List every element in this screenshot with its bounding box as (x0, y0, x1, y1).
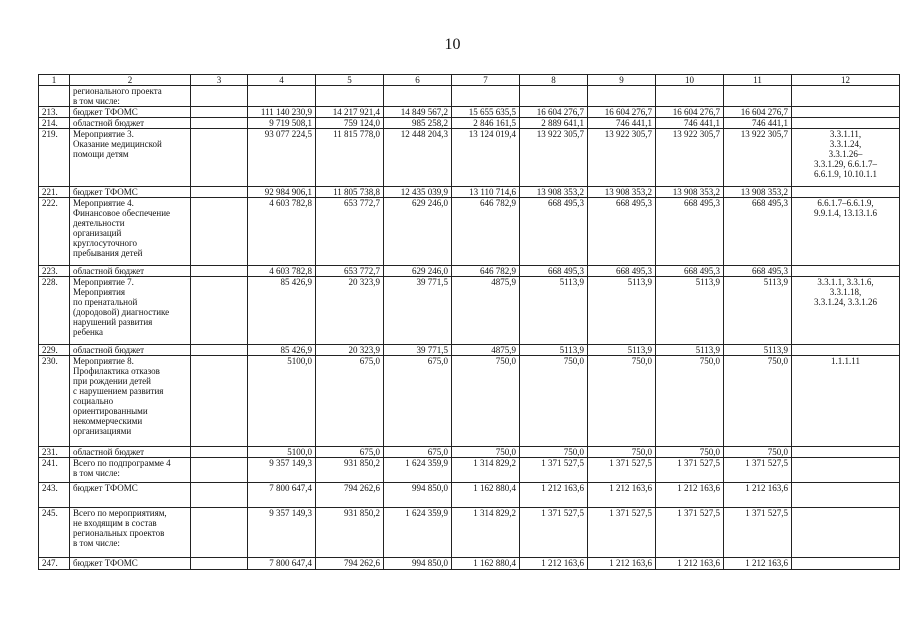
row-code (191, 483, 248, 508)
column-header: 3 (191, 75, 248, 86)
table-row (39, 86, 900, 107)
value-cell (656, 86, 724, 107)
value-cell: 85 426,9 (248, 277, 316, 345)
value-cell: 12 448 204,3 (384, 129, 452, 187)
value-cell: 646 782,9 (452, 198, 520, 266)
value-cell: 750,0 (656, 356, 724, 447)
value-cell (724, 86, 792, 107)
value-cell: 750,0 (520, 447, 588, 458)
value-cell: 4 603 782,8 (248, 198, 316, 266)
value-cell: 1 371 527,5 (520, 458, 588, 483)
row-indicators (792, 266, 900, 277)
value-cell: 14 217 921,4 (316, 107, 384, 118)
page-number: 10 (444, 36, 461, 53)
value-cell: 668 495,3 (520, 198, 588, 266)
value-cell (384, 86, 452, 107)
value-cell: 1 371 527,5 (588, 508, 656, 558)
row-index: 222. (39, 198, 70, 266)
value-cell: 750,0 (724, 447, 792, 458)
row-code (191, 107, 248, 118)
table-row (39, 266, 900, 277)
row-index: 228. (39, 277, 70, 345)
row-code (191, 345, 248, 356)
row-indicators: 3.3.1.1, 3.3.1.6, 3.3.1.18, 3.3.1.24, 3.3.1.26 (792, 277, 900, 345)
value-cell: 92 984 906,1 (248, 187, 316, 198)
row-name: бюджет ТФОМС (70, 483, 191, 508)
value-cell: 7 800 647,4 (248, 558, 316, 570)
value-cell: 1 371 527,5 (656, 458, 724, 483)
value-cell: 20 323,9 (316, 345, 384, 356)
row-index: 243. (39, 483, 70, 508)
row-indicators (792, 508, 900, 558)
value-cell: 5113,9 (656, 277, 724, 345)
value-cell: 4 603 782,8 (248, 266, 316, 277)
value-cell: 7 800 647,4 (248, 483, 316, 508)
value-cell: 1 212 163,6 (588, 483, 656, 508)
row-index: 213. (39, 107, 70, 118)
row-index: 221. (39, 187, 70, 198)
column-header: 8 (520, 75, 588, 86)
table-row (39, 187, 900, 198)
value-cell: 12 435 039,9 (384, 187, 452, 198)
row-index: 219. (39, 129, 70, 187)
table-row (39, 118, 900, 129)
row-index (39, 86, 70, 107)
value-cell: 9 719 508,1 (248, 118, 316, 129)
value-cell: 16 604 276,7 (724, 107, 792, 118)
value-cell: 13 908 353,2 (724, 187, 792, 198)
table-row (39, 447, 900, 458)
value-cell: 1 162 880,4 (452, 483, 520, 508)
row-index: 214. (39, 118, 70, 129)
row-name: областной бюджет (70, 118, 191, 129)
value-cell: 5100,0 (248, 356, 316, 447)
row-indicators (792, 558, 900, 570)
column-header: 12 (792, 75, 900, 86)
value-cell (520, 86, 588, 107)
value-cell: 1 212 163,6 (724, 558, 792, 570)
row-index: 231. (39, 447, 70, 458)
value-cell: 85 426,9 (248, 345, 316, 356)
row-name: Всего по подпрограмме 4 в том числе: (70, 458, 191, 483)
value-cell: 16 604 276,7 (656, 107, 724, 118)
column-header: 4 (248, 75, 316, 86)
row-code (191, 198, 248, 266)
row-indicators (792, 107, 900, 118)
row-code (191, 558, 248, 570)
table-row (39, 198, 900, 266)
row-code (191, 277, 248, 345)
value-cell: 629 246,0 (384, 266, 452, 277)
value-cell: 2 889 641,1 (520, 118, 588, 129)
value-cell: 1 212 163,6 (724, 483, 792, 508)
value-cell: 1 314 829,2 (452, 508, 520, 558)
value-cell: 111 140 230,9 (248, 107, 316, 118)
budget-table (38, 74, 900, 570)
value-cell: 39 771,5 (384, 345, 452, 356)
value-cell: 11 815 778,0 (316, 129, 384, 187)
row-name: Мероприятие 7. Мероприятия по пренатальной (дородовой) диагностике нарушений развития ребенка (70, 277, 191, 345)
value-cell: 931 850,2 (316, 458, 384, 483)
value-cell: 15 655 635,5 (452, 107, 520, 118)
row-code (191, 508, 248, 558)
row-code (191, 447, 248, 458)
value-cell: 794 262,6 (316, 558, 384, 570)
value-cell: 20 323,9 (316, 277, 384, 345)
row-indicators (792, 447, 900, 458)
value-cell: 668 495,3 (588, 198, 656, 266)
value-cell: 746 441,1 (656, 118, 724, 129)
row-index: 230. (39, 356, 70, 447)
row-code (191, 187, 248, 198)
row-indicators (792, 458, 900, 483)
value-cell: 1 314 829,2 (452, 458, 520, 483)
table-row (39, 558, 900, 570)
row-name: Мероприятие 4. Финансовое обеспечение деятельности организаций круглосуточного пребывания детей (70, 198, 191, 266)
value-cell: 750,0 (724, 356, 792, 447)
value-cell: 794 262,6 (316, 483, 384, 508)
value-cell (588, 86, 656, 107)
value-cell: 4875,9 (452, 345, 520, 356)
value-cell: 668 495,3 (656, 266, 724, 277)
value-cell: 668 495,3 (724, 266, 792, 277)
value-cell: 39 771,5 (384, 277, 452, 345)
value-cell: 750,0 (520, 356, 588, 447)
value-cell: 668 495,3 (724, 198, 792, 266)
value-cell: 746 441,1 (588, 118, 656, 129)
column-header: 7 (452, 75, 520, 86)
row-code (191, 266, 248, 277)
row-name: областной бюджет (70, 447, 191, 458)
row-indicators (792, 86, 900, 107)
value-cell: 1 624 359,9 (384, 458, 452, 483)
row-indicators (792, 345, 900, 356)
value-cell: 93 077 224,5 (248, 129, 316, 187)
row-code (191, 129, 248, 187)
table-row (39, 107, 900, 118)
row-name: Всего по мероприятиям, не входящим в состав региональных проектов в том числе: (70, 508, 191, 558)
row-index: 229. (39, 345, 70, 356)
column-header: 10 (656, 75, 724, 86)
column-header: 1 (39, 75, 70, 86)
value-cell: 1 371 527,5 (520, 508, 588, 558)
value-cell: 646 782,9 (452, 266, 520, 277)
row-name: областной бюджет (70, 345, 191, 356)
row-indicators (792, 483, 900, 508)
table-row (39, 345, 900, 356)
table-row (39, 277, 900, 345)
value-cell: 750,0 (452, 447, 520, 458)
row-indicators (792, 187, 900, 198)
value-cell: 1 371 527,5 (724, 508, 792, 558)
value-cell: 5113,9 (520, 345, 588, 356)
value-cell: 13 922 305,7 (588, 129, 656, 187)
value-cell: 994 850,0 (384, 483, 452, 508)
value-cell: 1 212 163,6 (520, 558, 588, 570)
row-name: Мероприятие 8. Профилактика отказов при рождении детей с нарушением развития социально ориентированными некоммерческими организациями (70, 356, 191, 447)
value-cell: 668 495,3 (520, 266, 588, 277)
column-header: 5 (316, 75, 384, 86)
value-cell: 5113,9 (520, 277, 588, 345)
value-cell: 668 495,3 (656, 198, 724, 266)
value-cell (248, 86, 316, 107)
value-cell: 1 371 527,5 (656, 508, 724, 558)
value-cell: 750,0 (588, 447, 656, 458)
value-cell: 994 850,0 (384, 558, 452, 570)
value-cell: 675,0 (316, 356, 384, 447)
row-name: бюджет ТФОМС (70, 558, 191, 570)
value-cell: 675,0 (384, 447, 452, 458)
row-indicators: 1.1.1.11 (792, 356, 900, 447)
row-code (191, 86, 248, 107)
value-cell: 675,0 (316, 447, 384, 458)
value-cell: 5113,9 (724, 345, 792, 356)
value-cell: 11 805 738,8 (316, 187, 384, 198)
value-cell: 5113,9 (656, 345, 724, 356)
value-cell: 750,0 (656, 447, 724, 458)
value-cell: 13 922 305,7 (656, 129, 724, 187)
row-indicators: 6.6.1.7–6.6.1.9, 9.9.1.4, 13.13.1.6 (792, 198, 900, 266)
value-cell: 5113,9 (588, 277, 656, 345)
column-header: 6 (384, 75, 452, 86)
value-cell: 1 624 359,9 (384, 508, 452, 558)
value-cell: 13 922 305,7 (520, 129, 588, 187)
row-code (191, 118, 248, 129)
row-name: бюджет ТФОМС (70, 187, 191, 198)
value-cell (452, 86, 520, 107)
table-row (39, 129, 900, 187)
row-name: Мероприятие 3. Оказание медицинской помощи детям (70, 129, 191, 187)
column-header: 11 (724, 75, 792, 86)
value-cell: 1 212 163,6 (656, 483, 724, 508)
value-cell: 9 357 149,3 (248, 508, 316, 558)
table-row (39, 508, 900, 558)
row-index: 241. (39, 458, 70, 483)
row-name: бюджет ТФОМС (70, 107, 191, 118)
value-cell: 14 849 567,2 (384, 107, 452, 118)
column-header: 9 (588, 75, 656, 86)
row-name: регионального проекта в том числе: (70, 86, 191, 107)
value-cell: 13 908 353,2 (588, 187, 656, 198)
value-cell: 1 212 163,6 (520, 483, 588, 508)
value-cell (316, 86, 384, 107)
value-cell: 931 850,2 (316, 508, 384, 558)
value-cell: 13 908 353,2 (656, 187, 724, 198)
value-cell: 5100,0 (248, 447, 316, 458)
row-code (191, 458, 248, 483)
row-indicators: 3.3.1.11, 3.3.1.24, 3.3.1.26– 3.3.1.29, 6.6.1.7– 6.6.1.9, 10.10.1.1 (792, 129, 900, 187)
value-cell: 746 441,1 (724, 118, 792, 129)
table-row (39, 458, 900, 483)
value-cell: 1 371 527,5 (724, 458, 792, 483)
value-cell: 653 772,7 (316, 198, 384, 266)
value-cell: 2 846 161,5 (452, 118, 520, 129)
column-header: 2 (70, 75, 191, 86)
value-cell: 13 908 353,2 (520, 187, 588, 198)
value-cell: 5113,9 (724, 277, 792, 345)
value-cell: 675,0 (384, 356, 452, 447)
value-cell: 668 495,3 (588, 266, 656, 277)
value-cell: 629 246,0 (384, 198, 452, 266)
value-cell: 750,0 (452, 356, 520, 447)
value-cell: 13 110 714,6 (452, 187, 520, 198)
value-cell: 4875,9 (452, 277, 520, 345)
value-cell: 750,0 (588, 356, 656, 447)
table-row (39, 483, 900, 508)
value-cell: 1 212 163,6 (656, 558, 724, 570)
row-indicators (792, 118, 900, 129)
value-cell: 13 922 305,7 (724, 129, 792, 187)
value-cell: 13 124 019,4 (452, 129, 520, 187)
value-cell: 985 258,2 (384, 118, 452, 129)
row-index: 245. (39, 508, 70, 558)
value-cell: 759 124,0 (316, 118, 384, 129)
table-row (39, 356, 900, 447)
value-cell: 5113,9 (588, 345, 656, 356)
value-cell: 1 212 163,6 (588, 558, 656, 570)
row-index: 247. (39, 558, 70, 570)
value-cell: 16 604 276,7 (520, 107, 588, 118)
row-name: областной бюджет (70, 266, 191, 277)
value-cell: 16 604 276,7 (588, 107, 656, 118)
table-header-row (39, 75, 900, 86)
value-cell: 1 162 880,4 (452, 558, 520, 570)
row-index: 223. (39, 266, 70, 277)
value-cell: 9 357 149,3 (248, 458, 316, 483)
value-cell: 653 772,7 (316, 266, 384, 277)
row-code (191, 356, 248, 447)
value-cell: 1 371 527,5 (588, 458, 656, 483)
